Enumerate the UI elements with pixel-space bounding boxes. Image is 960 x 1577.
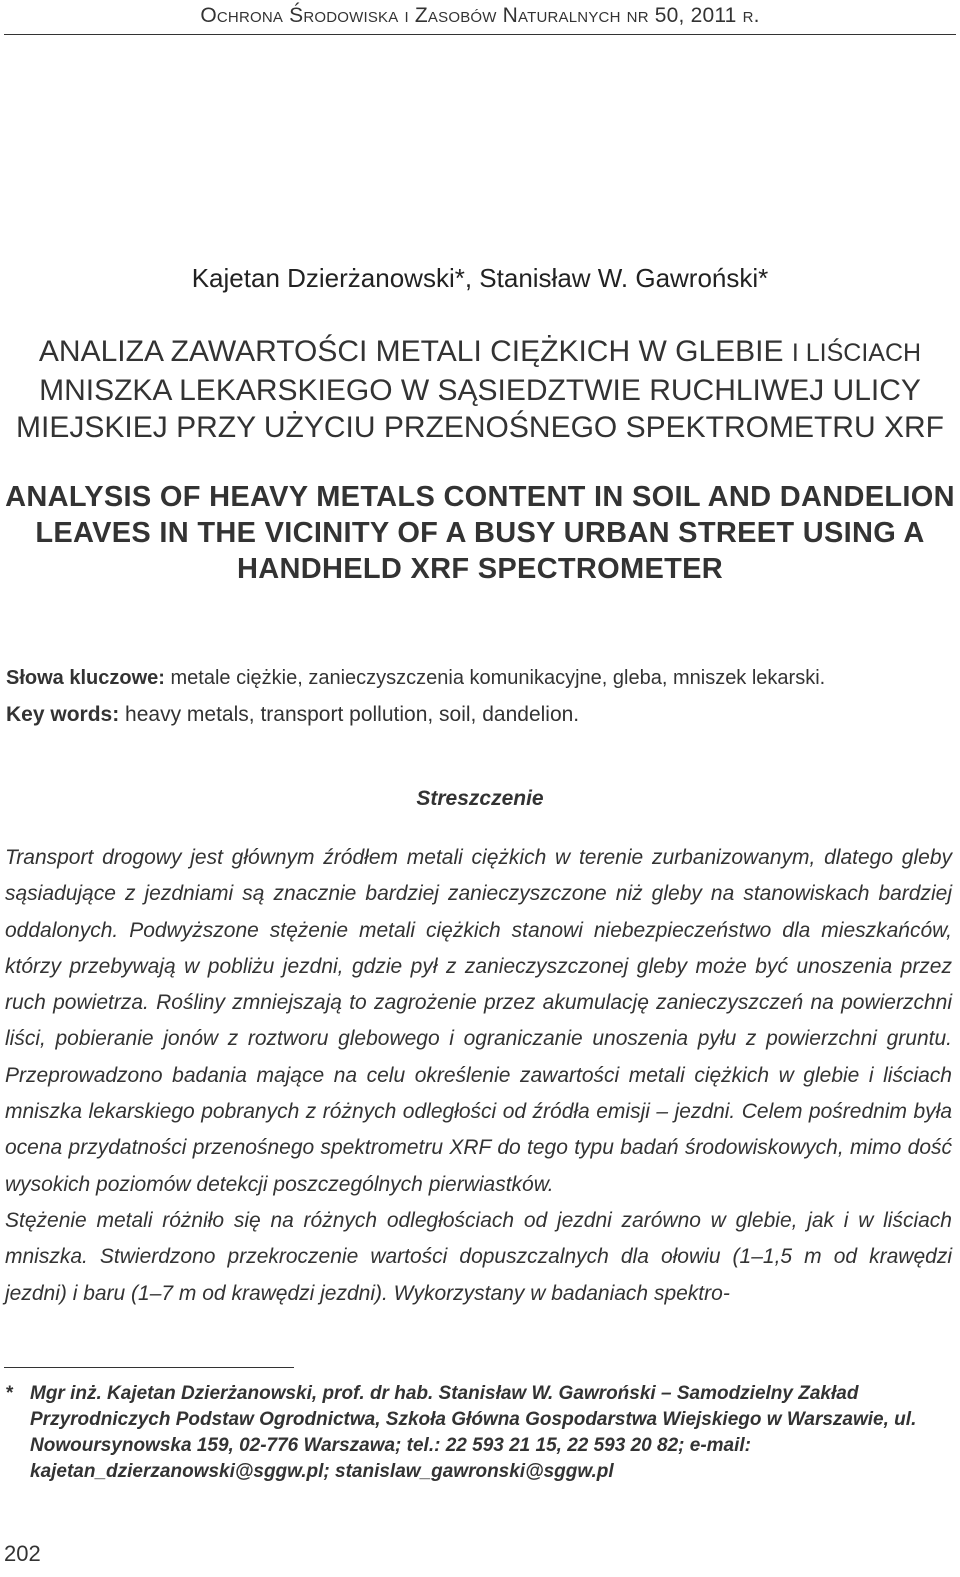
keywords-polish-label: Słowa kluczowe: [6,667,165,689]
keywords-polish-text: metale ciężkie, zanieczyszczenia komunikacyjne, gleba, mniszek lekarski. [170,667,826,689]
page-number: 202 [4,1541,41,1566]
keywords-english-text: heavy metals, transport pollution, soil, dandelion. [125,703,580,726]
journal-issue: nr 50, 2011 r. [626,4,760,27]
keywords-polish [6,667,954,690]
abstract-body [5,840,952,1312]
header-rule [4,34,956,35]
keywords-english-label: Key words: [6,703,120,726]
title-polish-line-1 [0,333,960,372]
footnote-text: Mgr inż. Kajetan Dzierżanowski, prof. dr hab. Stanisław W. Gawroński – Samodzielny Zakład Przyrodniczych Podstaw Ogrodnictwa, Szkoła Główna Gospodarstwa Wiejskiego w Warszawie, ul. Nowoursynowska 159, 02-776 Warszawa; tel.: 22 593 21 15, 22 593 20 82; e-mail: kajetan_dzierzanowski@sggw.pl; stanislaw_gawronski@sggw.pl [30,1383,917,1482]
footnote-rule [4,1367,294,1368]
title-polish-line-1-main: ANALIZA ZAWARTOŚCI METALI CIĘŻKICH W GLEBIE [38,335,784,368]
title-english-line-2: LEAVES IN THE VICINITY OF A BUSY URBAN STREET USING A [35,517,925,549]
authors: Kajetan Dzierżanowski*, Stanisław W. Gawroński* [191,263,769,293]
title-english [0,479,960,587]
title-english-line-1: ANALYSIS OF HEAVY METALS CONTENT IN SOIL AND DANDELION [5,481,955,513]
title-english-line-3: HANDHELD XRF SPECTROMETER [236,553,723,585]
running-header [0,4,960,28]
abstract-paragraph-2: Stężenie metali różniło się na różnych odległościach od jezdni zarówno w glebie, jak i w liściach mniszka. Stwierdzono przekroczenie wartości dopuszczalnych dla ołowiu (1–1,5 m od krawędzi jezdni) i baru (1–7 m od krawędzi jezdni). Wykorzystany w badaniach spektro- [5,1208,952,1305]
abstract-heading: Streszczenie [416,787,544,810]
title-polish [0,333,960,446]
keywords-english [6,703,954,727]
title-polish-line-3: MIEJSKIEJ PRZY UŻYCIU PRZENOŚNEGO SPEKTROMETRU XRF [16,411,944,444]
title-polish-line-1-tail: I LIŚCIACH [791,339,922,367]
author-footnote [6,1381,940,1485]
abstract-paragraph-1: Transport drogowy jest głównym źródłem metali ciężkich w terenie zurbanizowanym, dlatego gleby sąsiadujące z jezdniami są znacznie bardziej zanieczyszczone niż gleby na stanowiskach bardziej oddalonych. Podwyższone stężenie metali ciężkich stanowi niebezpieczeństwo dla mieszkańców, którzy przebywają w pobliżu jezdni, gdzie pył z zanieczyszczonej gleby może być unoszenia przez ruch powietrza. Rośliny zmniejszają to zagrożenie przez akumulację zanieczyszczeń na powierzchni liści, pobieranie jonów z roztworu glebowego i ograniczanie unoszenia pyłu z powierzchni gruntu. Przeprowadzono badania mające na celu określenie zawartości metali ciężkich w glebie i liściach mniszka lekarskiego pobranych z różnych odległości od źródła emisji – jezdni. Celem pośrednim była ocena przydatności przenośnego spektrometru XRF do tego typu badań środowiskowych, mimo dość wysokich poziomów detekcji poszczególnych pierwiastków. [5,846,952,1196]
footnote-marker: * [6,1383,14,1404]
title-polish-line-2: MNISZKA LEKARSKIEGO W SĄSIEDZTWIE RUCHLIWEJ ULICY [39,374,921,407]
journal-name: Ochrona Środowiska i Zasobów Naturalnych [200,4,621,27]
